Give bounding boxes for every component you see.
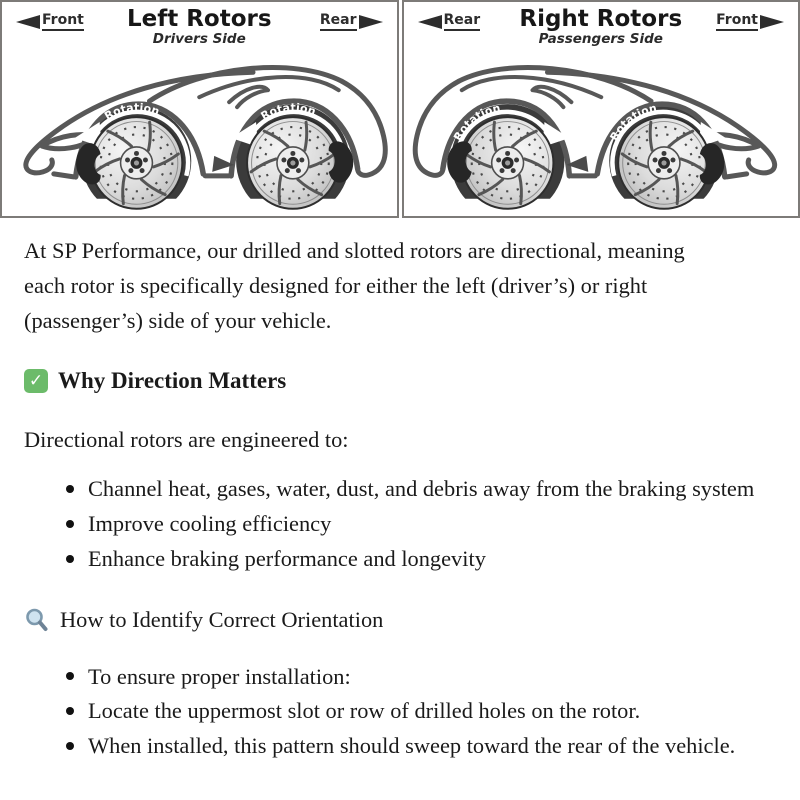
right-rotors-panel (402, 0, 800, 218)
rear-arrow-icon (418, 15, 442, 29)
front-direction-label: Front (16, 12, 84, 31)
panel-title-text: Left Rotors (126, 6, 272, 32)
rear-direction-label: Rear (418, 12, 481, 31)
benefits-list (24, 472, 766, 577)
rotation-label: Rotation (450, 101, 501, 143)
engineered-lead: Directional rotors are engineered to: (24, 426, 349, 452)
article-body (24, 234, 776, 764)
left-rotors-panel (0, 0, 399, 218)
panel-title-text: Right Rotors (519, 6, 683, 32)
list-item: To ensure proper installation: (64, 660, 766, 695)
panel-subtitle-text: Passengers Side (538, 31, 663, 48)
identify-heading-text: How to Identify Correct Orientation (60, 606, 384, 632)
magnifier-icon (24, 607, 50, 633)
right-car-illustration (404, 57, 799, 219)
right-panel-header (404, 2, 799, 57)
rotation-label: Rotation (102, 101, 162, 123)
rear-direction-label: Rear (320, 12, 383, 31)
identify-heading (24, 603, 776, 638)
rotation-label: Rotation (606, 101, 658, 143)
front-arrow-icon (16, 15, 40, 29)
why-direction-heading (24, 363, 776, 399)
front-arrow-icon (760, 15, 784, 29)
identify-steps-list (24, 660, 766, 765)
front-direction-label: Front (716, 12, 784, 31)
list-item: Locate the uppermost slot or row of drilled holes on the rotor. (64, 694, 766, 729)
list-item: Channel heat, gases, water, dust, and debris away from the braking system (64, 472, 766, 507)
rotation-label: Rotation (258, 101, 318, 123)
intro-paragraph: At SP Performance, our drilled and slotted rotors are directional, meaning each rotor is specifically designed for either the left (driver’s) or right (passenger’s) side of your vehicle. (24, 238, 685, 333)
left-panel-header (2, 2, 397, 57)
check-mark-icon: ✓ (24, 369, 48, 393)
panel-subtitle-text: Drivers Side (152, 31, 246, 48)
left-car-illustration (2, 57, 397, 219)
why-heading-text: Why Direction Matters (58, 367, 287, 393)
list-item: Improve cooling efficiency (64, 507, 766, 542)
list-item: Enhance braking performance and longevity (64, 542, 766, 577)
list-item: When installed, this pattern should sweep toward the rear of the vehicle. (64, 729, 766, 764)
rotor-direction-diagram (0, 0, 800, 218)
rear-arrow-icon (359, 15, 383, 29)
